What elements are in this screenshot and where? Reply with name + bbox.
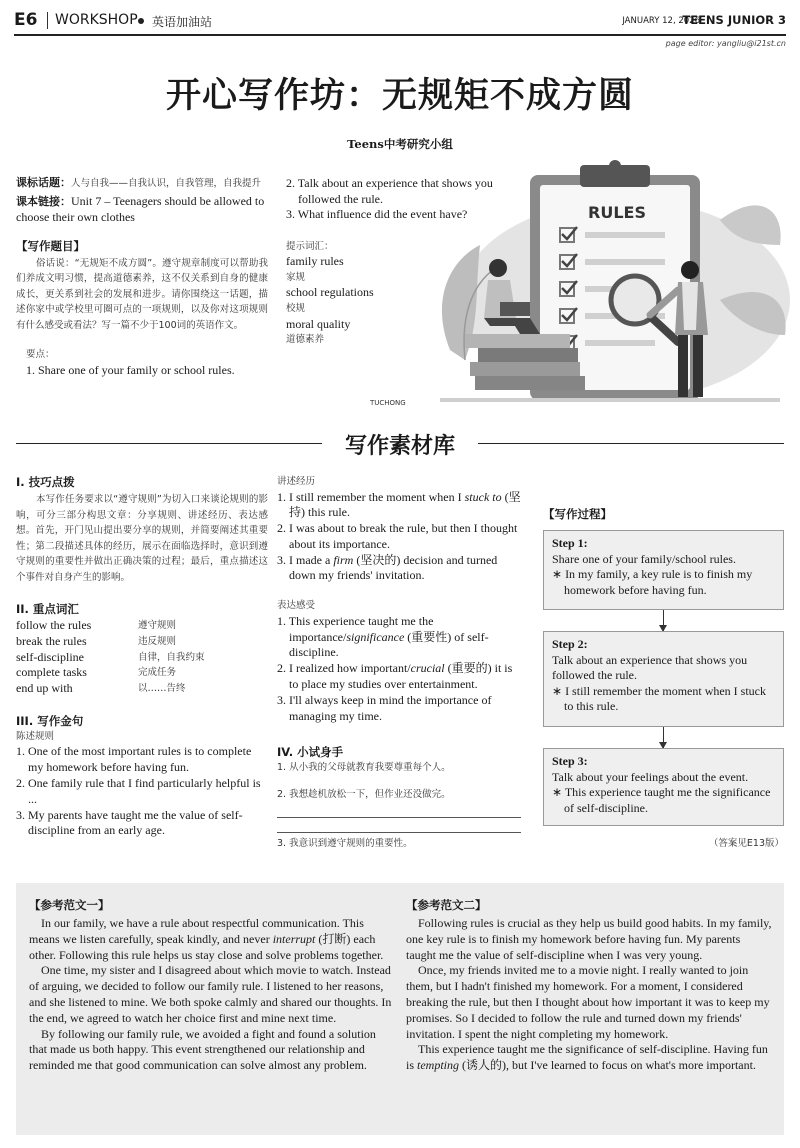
text: (重要的) it is to place my studies over entertainment. (289, 661, 513, 691)
subsection-name: 英语加油站 (152, 15, 213, 29)
point-2: 2. Talk about an experience that shows you followed the rule. (286, 176, 493, 206)
clipboard-illustration-icon (420, 150, 790, 415)
text: One time, my sister and I disagreed about which movie to watch. Instead of arguing, we decided to follow our family rule. I listened to her reasons, and she listened to mine. We both spoke calmly and shared our thoughts. In the end, we agreed to watch her choice first and mine next time. (29, 963, 392, 1025)
text: I still remember the moment when I stuck to this rule. (564, 683, 767, 713)
link-label: 课本链接： (16, 194, 71, 208)
page-editor: page editor: yangliu@i21st.cn (665, 39, 786, 48)
image-credit: TUCHONG (370, 399, 406, 407)
text: In our family, we have a rule about respectful communication. This means we listen carefully, speak kindly, and never (29, 916, 364, 946)
feeling-sentence-1 (277, 614, 521, 661)
skills-text: 本写作任务要求以“遵守规则”为切入口来谈论规则的影响，可分三部分构思文章：分享规则、讲述经历、表达感想。首先，开门见山提出要分享的规则，并简要阐述其重要性；第二段描述具体的经历，展示在面临选择时，意识到遵守规则的重要性并做出正确决策的过程；最后，重点描述这个事件对自身产生的影响。 (16, 494, 268, 583)
essay-paragraph (29, 1027, 394, 1074)
vocab-heading: II. 重点词汇 (16, 602, 79, 616)
vocab-en: self-discipline (16, 649, 84, 664)
bullet-dot (138, 18, 144, 24)
practice-2: 2. 我想趁机放松一下，但作业还没做完。 (277, 789, 451, 800)
task-heading: 【写作题目】 (16, 238, 85, 253)
hint-2-en: school regulations (286, 285, 374, 300)
asterisk: ∗ (552, 683, 566, 698)
text: By following our family rule, we avoided a fight and found a solution that made us both happy. This event strengthened our relationship and reminded me that good communication can solve almost any problem. (29, 1026, 376, 1073)
text: 2. I was about to break the rule, but then I thought about its importance. (277, 521, 518, 551)
vocab-list (16, 618, 268, 697)
page-number: E6 (14, 10, 38, 30)
masthead-rule (14, 34, 786, 36)
arrow-down-icon (663, 727, 664, 748)
hint-3-en: moral quality (286, 316, 351, 331)
point-1: 1. Share one of your family or school rules. (26, 362, 235, 377)
vocab-row (16, 618, 268, 634)
text: (坚决的) decision and turned down my friends' invitation. (289, 552, 498, 583)
point-3: 3. What influence did the event have? (286, 207, 468, 221)
italic-word: tempting (417, 1058, 460, 1073)
topic-line (16, 175, 268, 192)
text: 2. I realized how important/ (277, 661, 411, 676)
step-3-box (543, 748, 784, 826)
sentences-sub2: 讲述经历 (277, 476, 316, 487)
text: This experience taught me the significance of self-discipline. Having fun is (406, 1042, 768, 1073)
step-title: Step 3: (552, 754, 588, 768)
answer-line-2[interactable] (277, 817, 521, 818)
step-1-box (543, 530, 784, 610)
masthead-divider (47, 12, 48, 29)
text: 1. I still remember the moment when I (277, 489, 465, 504)
page-title: 开心写作坊：无规矩不成方圆 (165, 76, 634, 116)
essay-paragraph (29, 916, 394, 963)
story-sentence-2 (277, 521, 521, 553)
text: (坚持) this rule. (289, 489, 521, 520)
text: 3. I made a (277, 552, 334, 567)
masthead (14, 10, 786, 32)
arrow-down-icon (663, 610, 664, 631)
vocab-zh: 违反规则 (138, 635, 177, 647)
paper-name: TEENS JUNIOR 3 (682, 13, 786, 27)
essay-paragraph (29, 963, 394, 1026)
essay-paragraph (406, 1042, 772, 1074)
practice-1: 1. 从小我的父母就教育我要尊重每个人。 (277, 762, 451, 774)
step-title: Step 2: (552, 637, 588, 651)
asterisk: ∗ (552, 785, 565, 799)
sentences-heading: III. 写作金句 (16, 713, 84, 728)
col-middle (277, 474, 521, 833)
vocab-en: complete tasks (16, 665, 87, 680)
step-example (552, 684, 775, 715)
essay-paragraph (406, 963, 772, 1042)
issue-date: JANUARY 12, 2026 (622, 16, 700, 26)
hint-1-zh: 家规 (286, 271, 306, 283)
rules-word: RULES (588, 203, 646, 222)
section-name: WORKSHOP (55, 12, 138, 28)
intro-left (16, 175, 268, 378)
sentences-sub3: 表达感受 (277, 600, 316, 612)
feeling-sentence-2 (277, 661, 521, 693)
vocab-zh: 自律，自我约束 (138, 651, 205, 663)
text: (打断) each other. Following this rule helps us stay close and solve problems together. (29, 931, 384, 962)
hint-1-en: family rules (286, 254, 344, 268)
byline: Teens中考研究小组 (347, 137, 453, 151)
essay-2 (406, 897, 772, 1074)
step-line: Talk about an experience that shows you followed the rule. (552, 652, 748, 682)
vocab-row (16, 665, 268, 681)
story-sentence-1 (277, 490, 521, 522)
material-rule-right (478, 443, 784, 444)
text: In my family, a key rule is to finish my homework before having fun. (564, 567, 753, 597)
link-line (16, 194, 268, 227)
feeling-sentence-3 (277, 693, 521, 725)
hint-2-zh: 校规 (286, 303, 306, 315)
italic-word: interrupt (272, 931, 316, 946)
italic-word: crucial (410, 661, 445, 676)
step-example (552, 567, 775, 598)
link-text: Unit 7 – Teenagers should be allowed to choose their own clothes (16, 193, 265, 224)
step-line: Talk about your feelings about the event. (552, 769, 749, 784)
italic-word: firm (333, 552, 354, 567)
essay-paragraph (406, 916, 772, 963)
step-title: Step 1: (552, 536, 588, 550)
topic-text: 人与自我——自我认识，自我管理，自我提升 (71, 178, 262, 189)
material-title: 写作素材库 (344, 434, 455, 459)
sentence-1: 1. One of the most important rules is to complete my homework before having fun. (16, 744, 252, 775)
step-line: Share one of your family/school rules. (552, 551, 736, 566)
text: 1. This experience taught me the importance/ (277, 613, 434, 644)
italic-word: stuck to (464, 489, 502, 504)
practice-3: 3. 我意识到遵守规则的重要性。 (277, 838, 413, 849)
hint-3-zh: 道德素养 (286, 334, 325, 346)
text: Once, my friends invited me to a movie night. I really wanted to join them, but I hadn't finished my homework. For a moment, I considered breaking the rule, but then I thought about how important it was to keep my promises. So I decided to follow the rule and turned down my friends' invitation. I spent the night completing my homework. (406, 963, 770, 1041)
vocab-zh: 遵守规则 (138, 620, 177, 631)
sentence-3: 3. My parents have taught me the value of self-discipline from an early age. (16, 807, 243, 838)
vocab-row (16, 634, 268, 650)
vocab-zh: 完成任务 (138, 667, 177, 679)
text: Following rules is crucial as they help us build good habits. In my family, one key rule is to finish my homework before having fun. My parents taught me the value of self-discipline when I was very young. (406, 916, 772, 962)
italic-word: significance (346, 629, 405, 644)
story-sentence-3 (277, 553, 521, 585)
vocab-en: end up with (16, 681, 73, 696)
vocab-row (16, 650, 268, 666)
vocab-row (16, 681, 268, 697)
practice-heading: IV. 小试身手 (277, 745, 344, 760)
vocab-en: follow the rules (16, 618, 92, 632)
text: This experience taught me the significance of self-discipline. (564, 785, 771, 815)
step-2-box (543, 631, 784, 727)
step-example (552, 785, 775, 816)
vocab-zh: 以……告终 (138, 683, 186, 695)
col-left (16, 474, 268, 839)
answer-note: （答案见E13版） (708, 838, 784, 849)
rules-sign (588, 203, 646, 222)
answer-line-1[interactable] (277, 832, 521, 833)
essay-2-heading: 【参考范文二】 (406, 898, 487, 912)
text: (重要性) of self-discipline. (289, 629, 489, 660)
hints-label: 提示词汇： (286, 240, 334, 252)
essay-1 (29, 897, 394, 1074)
asterisk: ∗ (552, 567, 566, 581)
task-text: 俗话说：“无规矩不成方圆”。遵守规章制度可以帮助我们养成文明习惯，提高道德素养，这不仅关系到自身的健康成长，更关系到社会的发展和进步。请你围绕这一话题，描述你家中或学校里可圈可点的一项规则，以及你对这项规则有什么感受或看法？写一篇不少于100词的英语作文。 (16, 257, 268, 331)
topic-label: 课标话题： (16, 176, 71, 189)
sentence-2: 2. One family rule that I find particularly helpful is ... (16, 776, 261, 806)
material-rule-left (16, 443, 322, 444)
vocab-en: break the rules (16, 633, 87, 648)
essay-1-heading: 【参考范文一】 (29, 898, 110, 912)
sentences-sub1: 陈述规则 (16, 730, 55, 742)
skills-heading: I. 技巧点拨 (16, 475, 75, 489)
process-heading: 【写作过程】 (543, 507, 612, 521)
text: 3. I'll always keep in mind the importance of managing my time. (277, 692, 492, 723)
points-label: 要点： (26, 349, 55, 360)
text: (诱人的), but I've learned to focus on what's more important. (459, 1058, 756, 1073)
